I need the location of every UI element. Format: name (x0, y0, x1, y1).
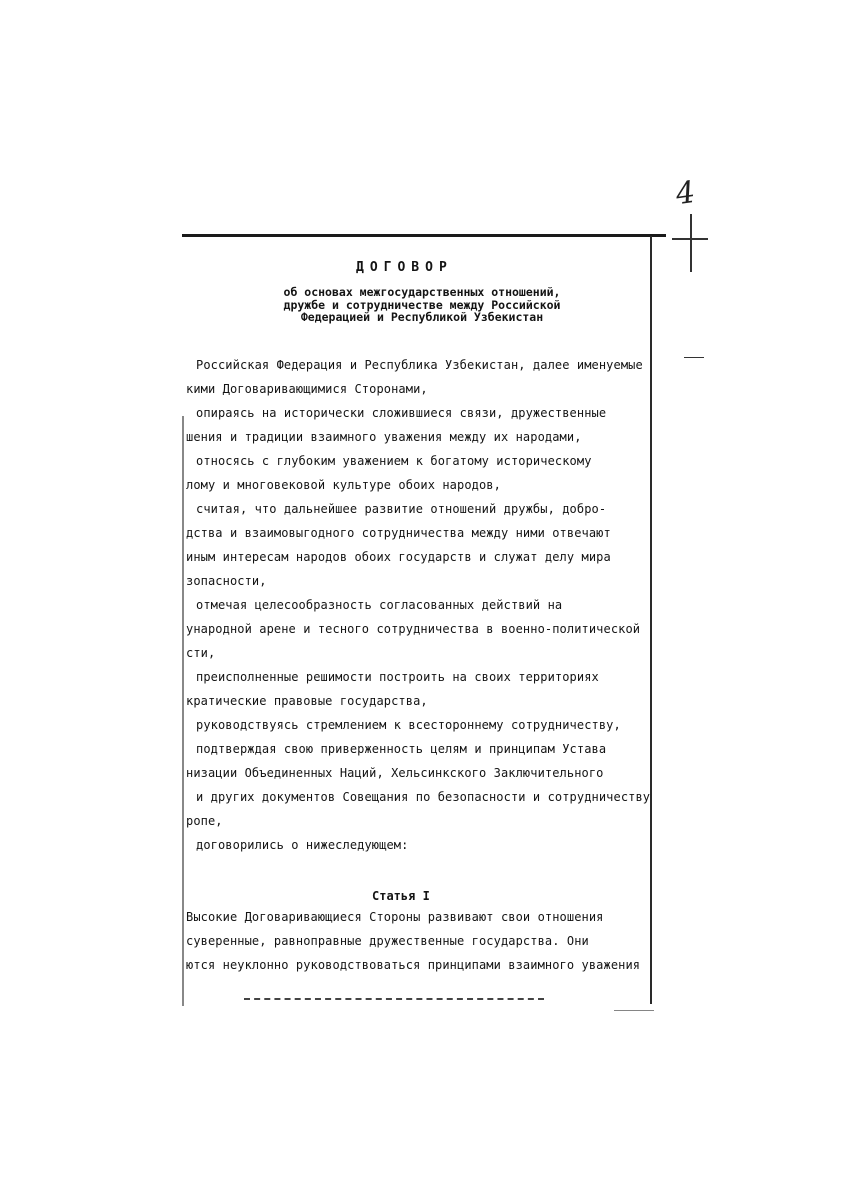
preamble-line: низации Объединенных Наций, Хельсинкского Заключительного (186, 766, 604, 780)
preamble-line: договорились о нижеследующем: (196, 838, 409, 852)
article-line: ются неуклонно руководствоваться принципами взаимного уважения (186, 958, 641, 972)
document-sheet (182, 226, 656, 1004)
document-title: ДОГОВОР (356, 260, 453, 275)
left-edge-rule (182, 416, 184, 1006)
preamble-line: отмечая целесообразность согласованных действий на (196, 598, 563, 612)
preamble-line: лому и многовековой культуре обоих народов, (186, 478, 501, 492)
preamble-line: ународной арене и тесного сотрудничества в военно-политической (186, 622, 641, 636)
preamble-line: ропе, (186, 814, 223, 828)
top-rule (182, 234, 666, 237)
preamble-line: Российская Федерация и Республика Узбекистан, далее именуемые (196, 358, 643, 372)
article-line: суверенные, равноправные дружественные государства. Они (186, 934, 589, 948)
preamble-line: сти, (186, 646, 216, 660)
article-title: Статья I (372, 889, 430, 903)
preamble-line: шения и традиции взаимного уважения между их народами, (186, 430, 582, 444)
bottom-rule (244, 998, 544, 1001)
margin-cross-horizontal (672, 238, 708, 240)
margin-dash (684, 357, 704, 358)
preamble-line: руководствуясь стремлением к всестороннему сотрудничеству, (196, 718, 621, 732)
subtitle-line: Федерацией и Республикой Узбекистан (300, 310, 544, 324)
preamble-line: подтверждая свою приверженность целям и принципам Устава (196, 742, 607, 756)
preamble-line: считая, что дальнейшее развитие отношений дружбы, добро- (196, 502, 607, 516)
preamble-line: преисполненные решимости построить на своих территориях (196, 670, 599, 684)
preamble-line: кими Договаривающимися Сторонами, (186, 382, 428, 396)
preamble-line: дства и взаимовыгодного сотрудничества между ними отвечают (186, 526, 611, 540)
preamble-line: иным интересам народов обоих государств и служат делу мира (186, 550, 611, 564)
preamble-line: кратические правовые государства, (186, 694, 428, 708)
document-subtitle (252, 286, 592, 324)
right-edge-rule (650, 236, 652, 1004)
margin-cross-vertical (690, 214, 692, 272)
page-number: 4 (673, 174, 698, 213)
preamble-line: и других документов Совещания по безопасности и сотрудничеству (196, 790, 651, 804)
preamble-line: опираясь на исторически сложившиеся связи, дружественные (196, 406, 607, 420)
preamble-line: зопасности, (186, 574, 267, 588)
subtitle-line: об основах межгосударственных отношений, (283, 285, 561, 299)
preamble-line: относясь с глубоким уважением к богатому историческому (196, 454, 592, 468)
subtitle-line: дружбе и сотрудничестве между Российской (283, 297, 561, 312)
article-line: Высокие Договаривающиеся Стороны развивают свои отношения (186, 910, 604, 924)
margin-dash-bottom (614, 1010, 654, 1011)
